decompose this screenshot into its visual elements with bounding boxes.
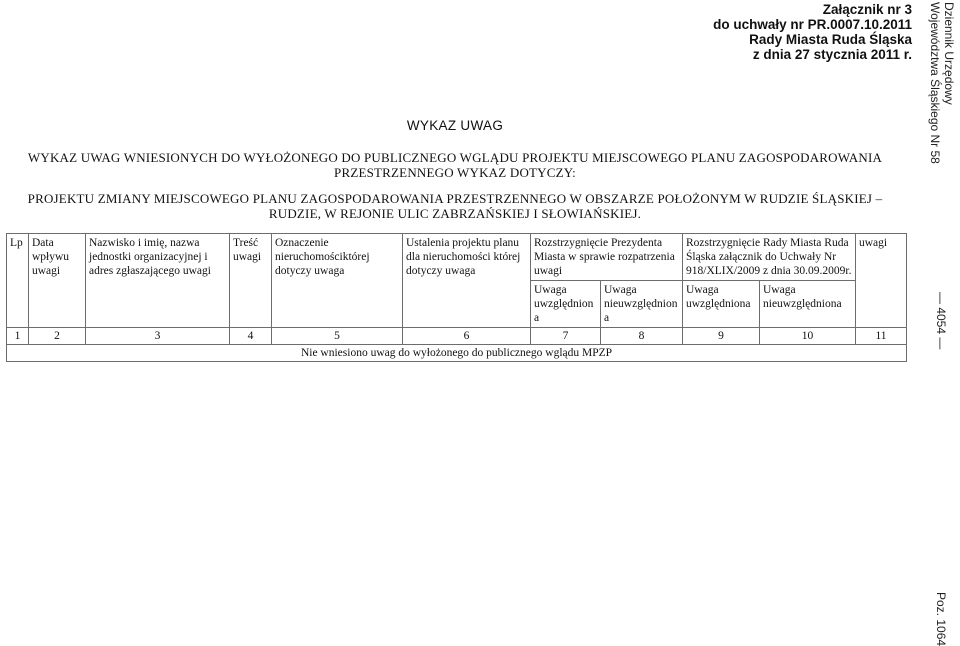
column-number: 5 (272, 328, 403, 345)
no-comments-note: Nie wniesiono uwag do wyłożonego do publicznego wglądu MPZP (7, 345, 907, 362)
header-council-rejected: Uwaga nieuwzględniona (760, 281, 856, 328)
header-lp: Lp (7, 234, 29, 328)
header-president-decision: Rozstrzygnięcie Prezydenta Miasta w sprawie rozpatrzenia uwagi (531, 234, 683, 281)
column-number: 2 (29, 328, 86, 345)
resolution-number: do uchwały nr PR.0007.10.2011 (713, 17, 912, 32)
list-heading-line-1: WYKAZ UWAG WNIESIONYCH DO WYŁOŻONEGO DO PUBLICZNEGO WGLĄDU PROJEKTU MIEJSCOWEGO PLANU ZAGOSPODAROWANIA (27, 150, 883, 165)
column-number: 3 (86, 328, 230, 345)
resolution-date: z dnia 27 stycznia 2011 r. (752, 47, 912, 62)
journal-issue: Województwa Śląskiego Nr 58 (928, 2, 942, 164)
comments-table (6, 233, 907, 362)
list-heading (0, 150, 910, 180)
column-number: 10 (760, 328, 856, 345)
header-receipt-date: Data wpływu uwagi (29, 234, 86, 328)
document-title: WYKAZ UWAG (406, 118, 504, 133)
council-name: Rady Miasta Ruda Śląska (749, 32, 912, 47)
page-number: — 4054 — (934, 292, 948, 350)
column-number: 6 (403, 328, 531, 345)
journal-name (928, 2, 956, 164)
journal-title: Dziennik Urzędowy (942, 2, 956, 105)
header-property: Oznaczenie nieruchomościktórej dotyczy uwaga (272, 234, 403, 328)
attachment-header (713, 2, 912, 62)
header-council-accepted: Uwaga uwzględniona (683, 281, 760, 328)
header-remarks: uwagi (856, 234, 907, 328)
list-heading-line-2: PRZESTRZENNEGO WYKAZ DOTYCZY: (334, 165, 576, 180)
column-number-row (7, 328, 907, 345)
position-number: Poz. 1064 (934, 592, 948, 646)
table-row (7, 345, 907, 362)
project-heading (0, 191, 910, 221)
header-council-decision: Rozstrzygnięcie Rady Miasta Ruda Śląska załącznik do Uchwały Nr 918/XLIX/2009 z dnia 30.09.2009r. (683, 234, 856, 281)
header-content: Treść uwagi (230, 234, 272, 328)
column-number: 7 (531, 328, 601, 345)
column-number: 9 (683, 328, 760, 345)
header-plan-provisions: Ustalenia projektu planu dla nieruchomości której dotyczy uwaga (403, 234, 531, 328)
journal-sidebar (928, 0, 958, 646)
attachment-number: Załącznik nr 3 (822, 2, 912, 17)
column-number: 8 (601, 328, 683, 345)
column-number: 11 (856, 328, 907, 345)
header-submitter: Nazwisko i imię, nazwa jednostki organizacyjnej i adres zgłaszającego uwagi (86, 234, 230, 328)
project-heading-line-1: PROJEKTU ZMIANY MIEJSCOWEGO PLANU ZAGOSPODAROWANIA PRZESTRZENNEGO W OBSZARZE POŁOŻONYM W RUDZIE ŚLĄSKIEJ – (27, 191, 883, 206)
column-number: 1 (7, 328, 29, 345)
header-president-rejected: Uwaga nieuwzględniona (601, 281, 683, 328)
project-heading-line-2: RUDZIE, W REJONIE ULIC ZABRZAŃSKIEJ I SŁOWIAŃSKIEJ. (268, 206, 642, 221)
column-number: 4 (230, 328, 272, 345)
header-president-accepted: Uwaga uwzględniona (531, 281, 601, 328)
